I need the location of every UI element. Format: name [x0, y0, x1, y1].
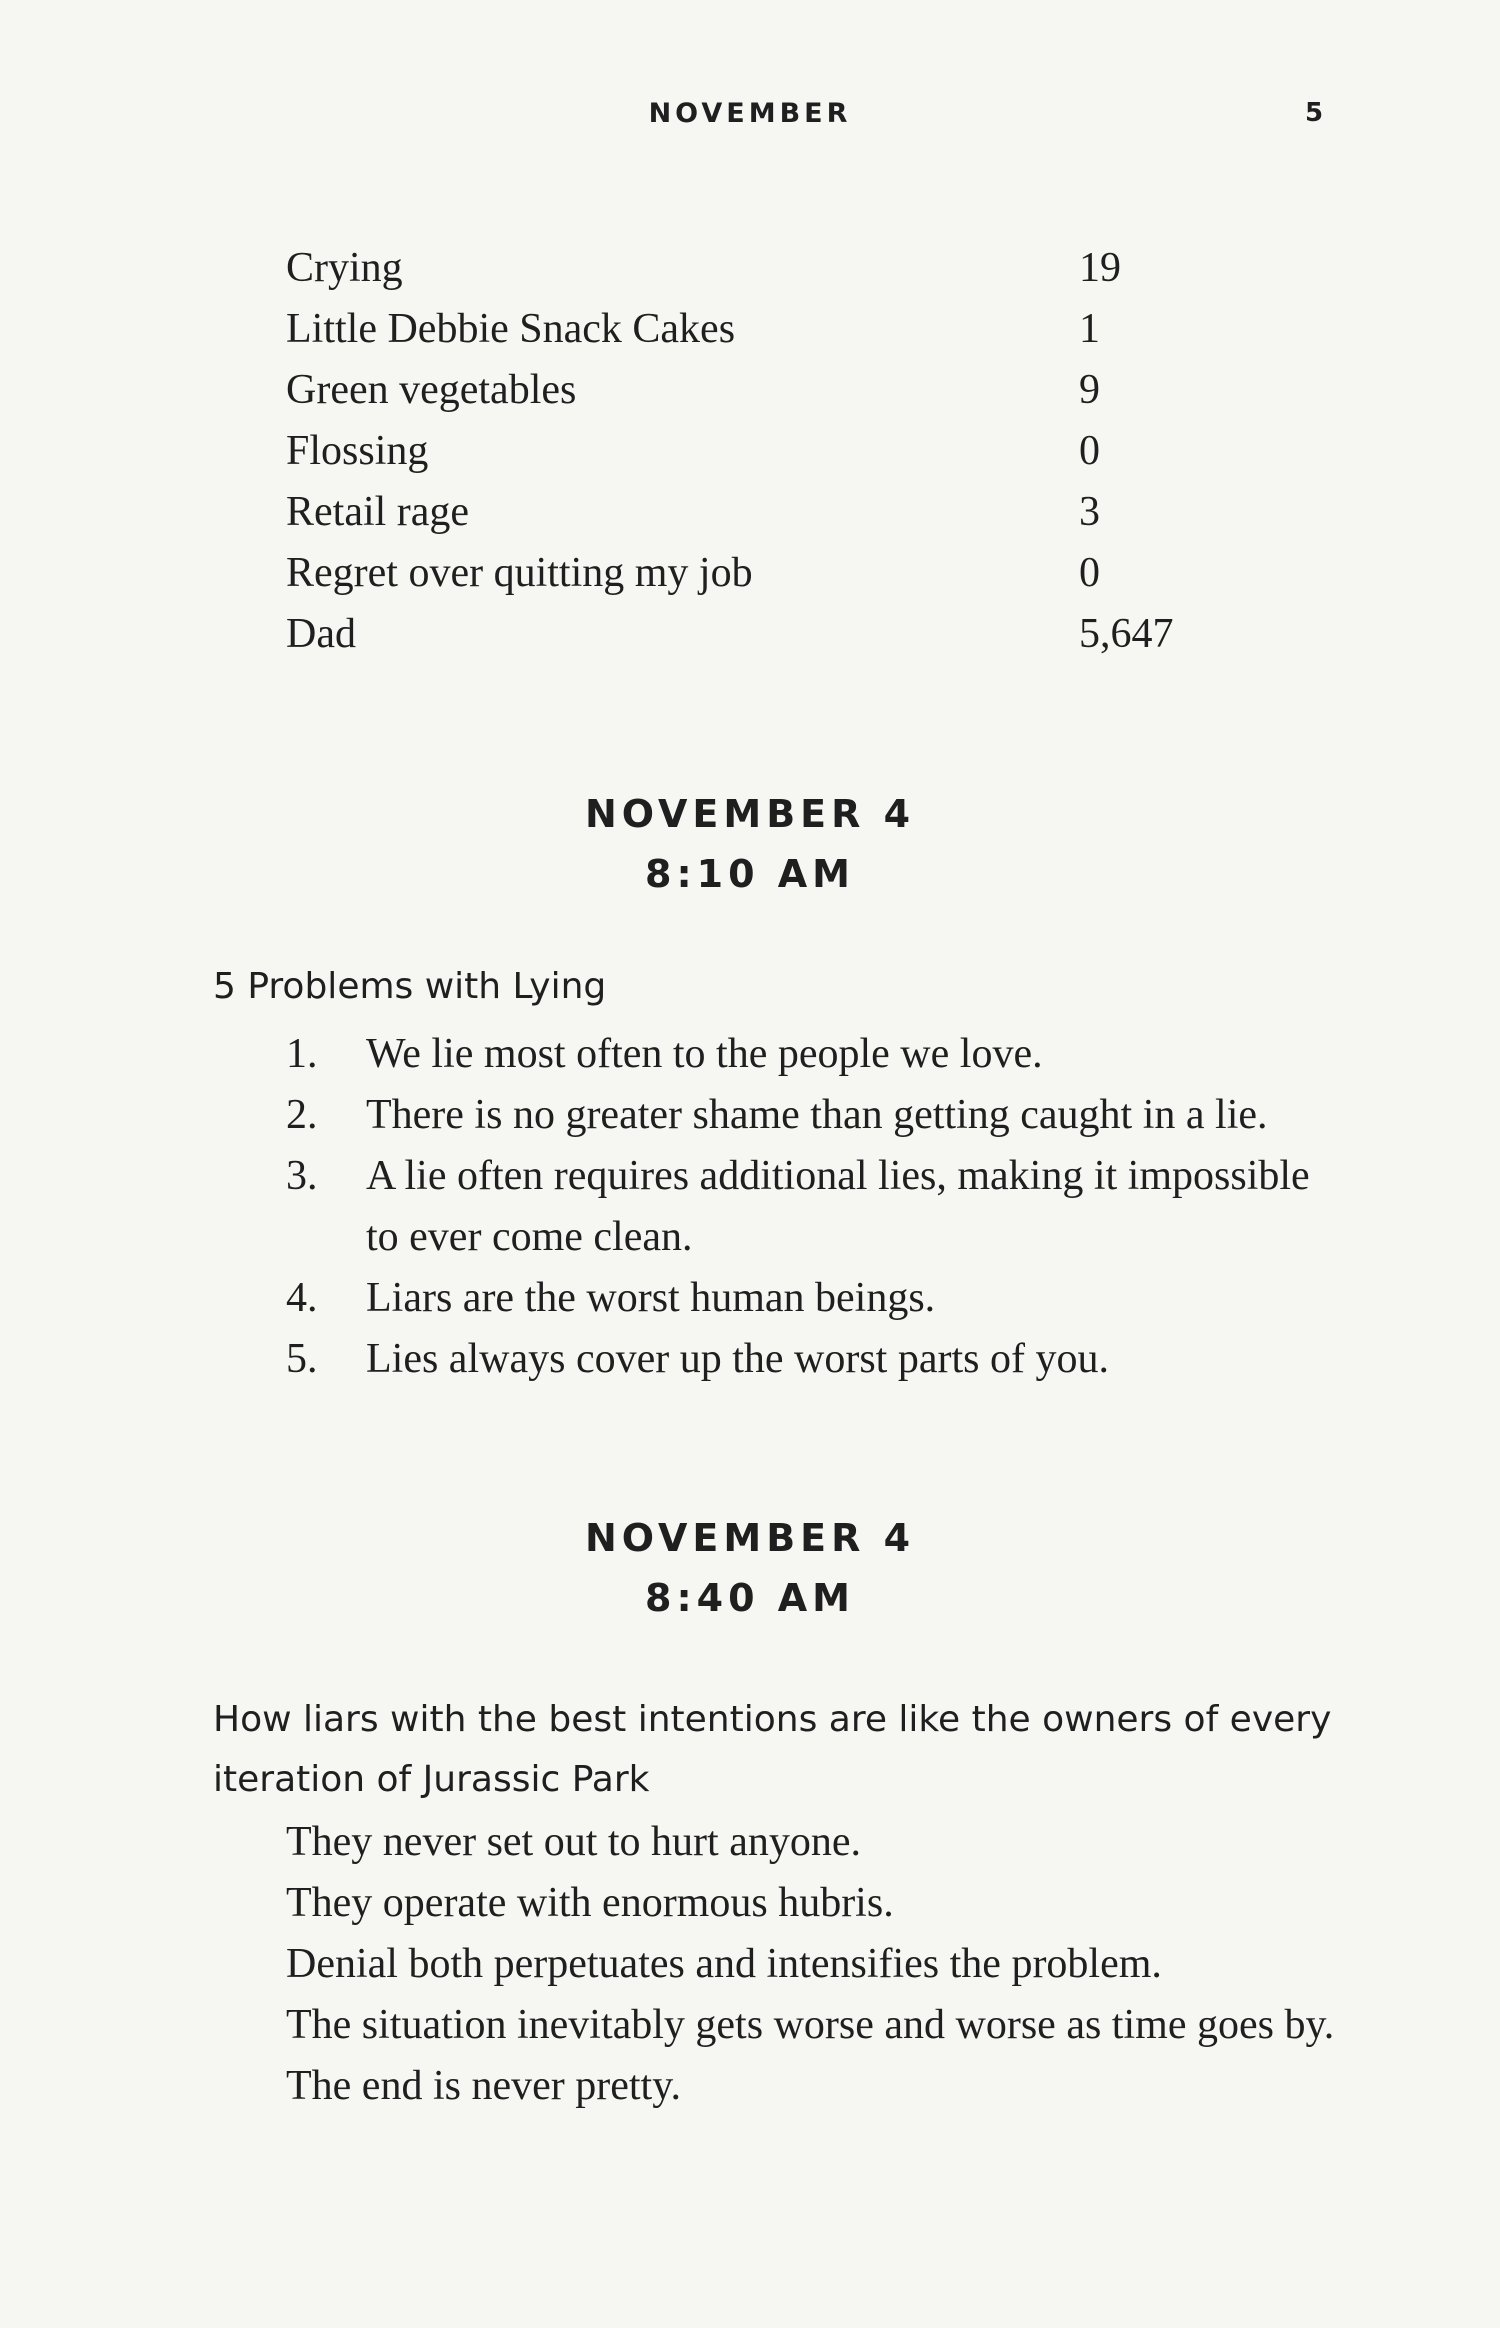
item-text: Liars are the worst human beings.	[366, 1275, 936, 1321]
list-item	[286, 1024, 1346, 1085]
entry-heading-1	[0, 784, 1500, 904]
tally-count: 0	[1079, 550, 1100, 596]
problems-list-title: 5 Problems with Lying	[213, 966, 607, 1007]
list-item	[286, 1329, 1346, 1390]
tally-label: Little Debbie Snack Cakes	[286, 306, 736, 352]
item-text: A lie often requires additional lies, making it impossible to ever come clean.	[366, 1153, 1310, 1260]
list-item: The situation inevitably gets worse and worse as time goes by.	[286, 2002, 1335, 2048]
running-title: NOVEMBER	[648, 98, 852, 129]
list-item	[286, 1268, 1346, 1329]
list-item	[286, 1146, 1346, 1268]
tally-count: 1	[1079, 306, 1100, 352]
tally-list	[286, 238, 1206, 665]
item-text: We lie most often to the people we love.	[366, 1031, 1043, 1077]
entry-time: 8:10 AM	[645, 852, 855, 896]
tally-label: Green vegetables	[286, 367, 577, 413]
tally-row	[286, 604, 1206, 665]
tally-count: 9	[1079, 367, 1100, 413]
tally-label: Regret over quitting my job	[286, 550, 753, 596]
list-item: They never set out to hurt anyone.	[286, 1819, 861, 1865]
tally-label: Flossing	[286, 428, 429, 474]
tally-label: Retail rage	[286, 489, 470, 535]
list-item	[286, 1085, 1346, 1146]
item-text: There is no greater shame than getting caught in a lie.	[366, 1092, 1268, 1138]
tally-count: 5,647	[1079, 611, 1174, 657]
item-number: 5.	[286, 1336, 318, 1382]
problems-list	[286, 1024, 1346, 1390]
list-item: Denial both perpetuates and intensifies the problem.	[286, 1941, 1162, 1987]
list-item: The end is never pretty.	[286, 2063, 681, 2109]
tally-label: Crying	[286, 245, 403, 291]
tally-row	[286, 360, 1206, 421]
item-number: 4.	[286, 1275, 318, 1321]
tally-row	[286, 299, 1206, 360]
tally-row	[286, 421, 1206, 482]
entry-time: 8:40 AM	[645, 1576, 855, 1620]
item-number: 3.	[286, 1153, 318, 1199]
tally-row	[286, 238, 1206, 299]
entry-heading-2	[0, 1508, 1500, 1628]
tally-row	[286, 482, 1206, 543]
item-number: 1.	[286, 1031, 318, 1077]
tally-count: 19	[1079, 245, 1121, 291]
tally-count: 0	[1079, 428, 1100, 474]
item-number: 2.	[286, 1092, 318, 1138]
jurassic-list	[286, 1812, 1386, 2117]
entry-date: NOVEMBER 4	[584, 1516, 916, 1560]
tally-count: 3	[1079, 489, 1100, 535]
page-number: 5	[1305, 98, 1324, 128]
tally-row	[286, 543, 1206, 604]
list-item: They operate with enormous hubris.	[286, 1880, 894, 1926]
item-text: Lies always cover up the worst parts of you.	[366, 1336, 1109, 1382]
jurassic-list-title: How liars with the best intentions are like the owners of every iteration of Jurassic Park	[213, 1699, 1332, 1800]
running-head	[0, 98, 1500, 138]
entry-date: NOVEMBER 4	[584, 792, 916, 836]
tally-label: Dad	[286, 611, 356, 657]
